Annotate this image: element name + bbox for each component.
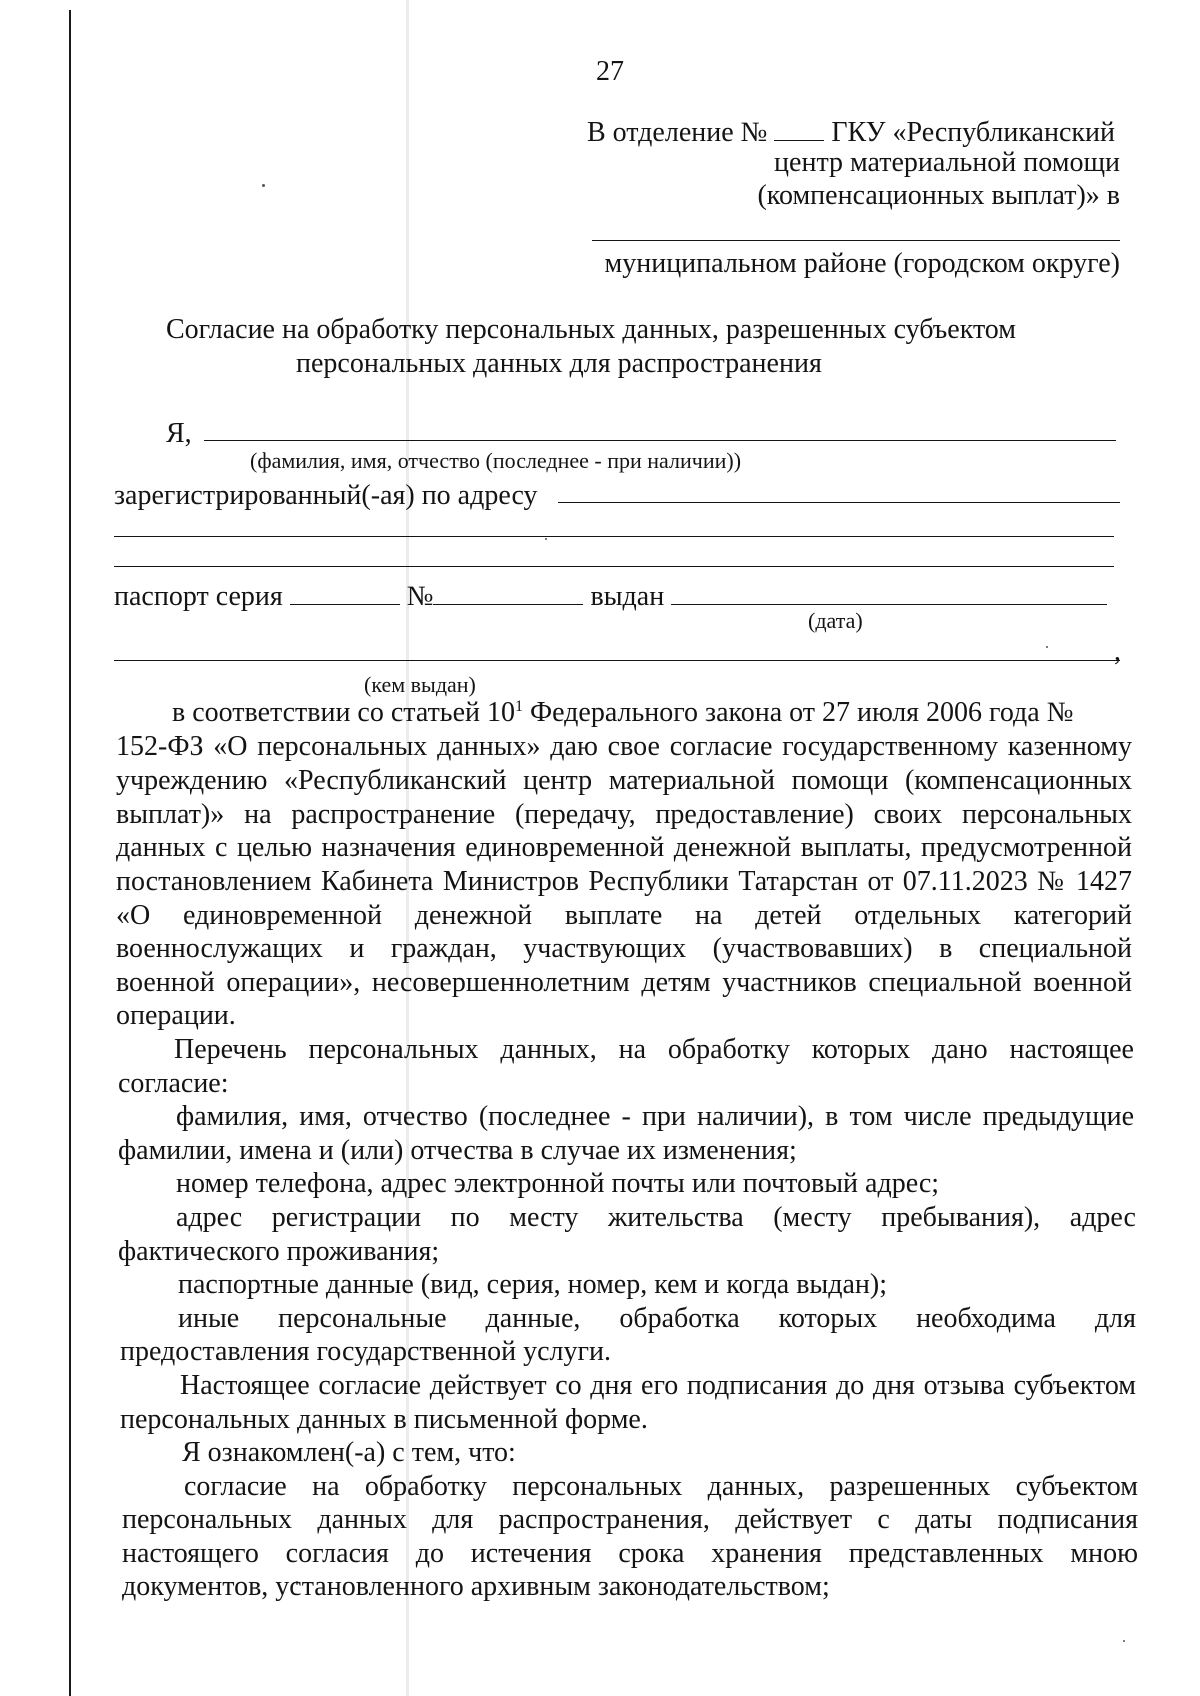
scan-speck (262, 184, 265, 187)
p7-line-2: предоставления государственной услуги. (120, 1336, 611, 1367)
p1-line-9: военной операции», несовершеннолетним детям участников специальной военной (116, 967, 1132, 998)
addressee-line-2: центр материальной помощи (774, 147, 1120, 178)
department-number-field[interactable] (774, 114, 824, 141)
issued-by-comma: , (1114, 636, 1121, 667)
address-field-line-3[interactable] (114, 566, 1114, 567)
p3-line-2: фамилии, имена и (или) отчества в случае их изменения; (118, 1135, 797, 1166)
addressee-line-1 (587, 114, 1115, 149)
issue-date-field[interactable] (671, 578, 1107, 605)
p1-line-3: учреждению «Республиканский центр материальной помощи (компенсационных (116, 765, 1132, 796)
p1-line-5: данных с целью назначения единовременной денежной выплаты, предусмотренной (116, 832, 1132, 863)
p2-line-2: согласие: (118, 1068, 229, 1099)
scan-speck (1123, 1640, 1125, 1642)
issued-by-hint: (кем выдан) (364, 672, 476, 697)
p2-line-1: Перечень персональных данных, на обработку которых дано настоящее (174, 1034, 1134, 1065)
addressee-line-3: (компенсационных выплат)» в (757, 180, 1120, 211)
addressee-line-5: муниципальном районе (городском округе) (604, 248, 1120, 279)
registered-label: зарегистрированный(-ая) по адресу (114, 480, 538, 511)
p10-line-4: документов, установленного архивным законодательством; (122, 1571, 830, 1602)
addressee-suffix: ГКУ «Республиканский (831, 117, 1115, 148)
passport-number-field[interactable] (433, 578, 583, 605)
ya-label: Я, (166, 418, 192, 449)
page-number: 27 (596, 56, 624, 87)
p1-text-a: в соответствии со статьей 10 (172, 697, 515, 728)
p1-line-10: операции. (116, 1000, 236, 1031)
passport-series-label: паспорт серия (114, 581, 283, 612)
document-title-line-1: Согласие на обработку персональных данных, разрешенных субъектом (166, 314, 1016, 345)
p9-line: Я ознакомлен(-а) с тем, что: (182, 1437, 516, 1468)
p5-line-1: адрес регистрации по месту жительства (месту пребывания), адрес (176, 1202, 1136, 1233)
addressee-prefix: В отделение № (587, 117, 768, 148)
p1-line-1 (172, 697, 1073, 729)
address-field-line-2[interactable] (114, 536, 1114, 537)
document-title-line-2: персональных данных для распространения (296, 348, 822, 379)
p5-line-2: фактического проживания; (118, 1236, 440, 1267)
fio-field[interactable] (204, 440, 1116, 441)
p10-line-1: согласие на обработку персональных данных, разрешенных субъектом (184, 1471, 1138, 1502)
p6-line: паспортные данные (вид, серия, номер, кем и когда выдан); (178, 1269, 888, 1300)
p10-line-3: настоящего согласия до истечения срока хранения представленных мною (122, 1538, 1138, 1569)
p1-line-2: 152-ФЗ «О персональных данных» даю свое согласие государственному казенному (116, 731, 1132, 762)
p8-line-2: персональных данных в письменной форме. (120, 1404, 648, 1435)
p1-line-8: военнослужащих и граждан, участвующих (участвовавших) в специальной (116, 933, 1132, 964)
p1-superscript: 1 (515, 698, 523, 715)
passport-row (114, 578, 1107, 613)
passport-series-field[interactable] (290, 578, 400, 605)
municipality-field[interactable] (592, 240, 1120, 241)
scan-speck (1046, 646, 1048, 648)
p1-line-6: постановлением Кабинета Министров Республики Татарстан от 07.11.2023 № 1427 (116, 866, 1132, 897)
p1-line-7: «О единовременной денежной выплате на детей отдельных категорий (116, 900, 1132, 931)
p1-text-b: Федерального закона от 27 июля 2006 года № (523, 697, 1074, 728)
date-hint: (дата) (808, 608, 863, 633)
passport-number-label: № (406, 581, 434, 612)
issued-by-field[interactable] (114, 660, 1120, 661)
p1-line-4: выплат)» на распространение (передачу, предоставление) своих персональных (116, 799, 1132, 830)
left-margin-line (69, 10, 71, 1696)
address-field-line-1[interactable] (558, 502, 1120, 503)
fio-hint: (фамилия, имя, отчество (последнее - при наличии)) (250, 448, 742, 473)
scan-speck (545, 538, 547, 540)
p8-line-1: Настоящее согласие действует со дня его подписания до дня отзыва субъектом (180, 1370, 1136, 1401)
p3-line-1: фамилия, имя, отчество (последнее - при наличии), в том числе предыдущие (176, 1101, 1134, 1132)
p10-line-2: персональных данных для распространения, действует с даты подписания (122, 1504, 1138, 1535)
p4-line: номер телефона, адрес электронной почты или почтовый адрес; (176, 1168, 940, 1199)
issued-label: выдан (590, 581, 665, 612)
p7-line-1: иные персональные данные, обработка которых необходима для (178, 1303, 1136, 1334)
